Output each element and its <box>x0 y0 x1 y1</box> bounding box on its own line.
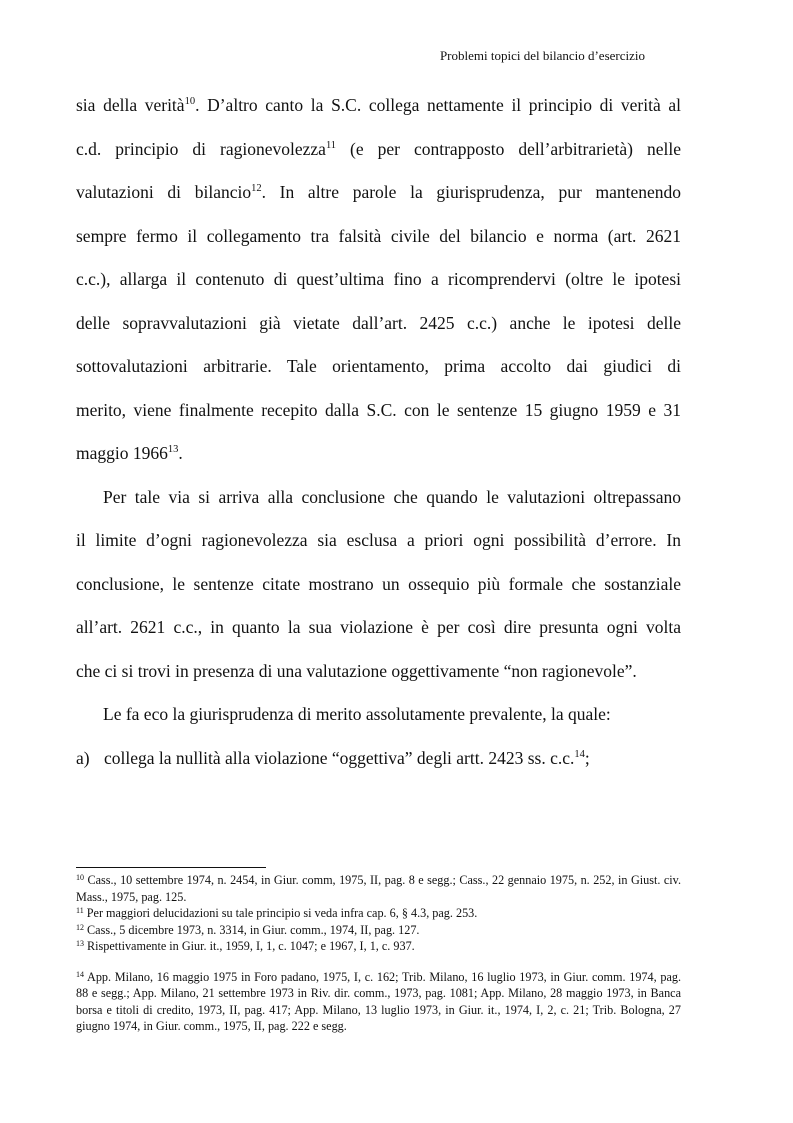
list-marker: a) <box>76 747 90 768</box>
body-line: sempre fermo il collegamento tra falsità civile del bilancio e norma (art. 2621 <box>76 225 681 246</box>
body-line: maggio 1966$^{13}$. <box>76 443 183 463</box>
footnote-ref: 11 <box>325 139 337 151</box>
body-line: c.c.), allarga il contenuto di quest’ultima fino a ricomprendervi (oltre le ipotesi <box>76 269 681 289</box>
body-line: il limite d’ogni ragionevolezza sia esclusa a priori ogni possibilità d’errore. In <box>76 530 681 550</box>
body-text <box>76 84 681 780</box>
footnote: $^{14}$ App. Milano, 16 maggio 1975 in Foro padano, 1975, I, c. 162; Trib. Milano, 16 luglio 1973, in Giur. comm. 1974, pag. 88 e segg.; App. Milano, 21 settembre 1973 in Riv. dir. comm., 1973, pag. 1081; App. Milano, 28 maggio 1973, in Banca borsa e titoli di credito, 1973, II, pag. 417; App. Milano, 13 luglio 1973, in Giur. it., 1974, I, 2, c. 21; Trib. Bologna, 27 giugno 1974, in Giur. comm., 1975, II, pag. 222 e segg. <box>76 969 681 1033</box>
body-line: che ci si trovi in presenza di una valutazione oggettivamente “non ragionevole”. <box>76 660 637 681</box>
body-line: Per tale via si arriva alla conclusione che quando le valutazioni oltrepassano <box>103 486 681 507</box>
list-item: a) collega la nullità alla violazione “oggettiva” degli artt. 2423 ss. c.c.$^{14}$; <box>76 737 681 781</box>
body-line: conclusione, le sentenze citate mostrano un ossequio più formale che sostanziale <box>76 573 681 594</box>
footnotes <box>76 872 681 1035</box>
body-line: sottovalutazioni arbitrarie. Tale orientamento, prima accolto dai giudici di <box>76 356 681 376</box>
footnote-ref: 12 <box>251 183 262 194</box>
body-line: c.d. principio di ragionevolezza$^{11}$ (e per contrapposto dell’arbitrarietà) nelle <box>76 138 681 159</box>
body-line: sia della verità$^{10}$. D’altro canto la S.C. collega nettamente il principio di verità al <box>76 95 681 115</box>
running-header: Problemi topici del bilancio d’esercizio <box>439 48 645 63</box>
footnote-ref: 13 <box>167 444 179 455</box>
body-line: delle sopravvalutazioni già vietate dall’art. 2425 c.c.) anche le ipotesi delle <box>76 312 681 333</box>
footnote-ref: 10 <box>184 96 196 107</box>
body-line: all’art. 2621 c.c., in quanto la sua violazione è per così dire presunta ogni volta <box>76 617 681 637</box>
footnote: $^{10}$ Cass., 10 settembre 1974, n. 2454, in Giur. comm, 1975, II, pag. 8 e segg.; Cass., 22 gennaio 1975, n. 252, in Giust. civ. Mass., 1975, pag. 125. <box>76 873 682 904</box>
footnote: $^{12}$ Cass., 5 dicembre 1973, n. 3314, in Giur. comm., 1974, II, pag. 127. <box>76 922 420 937</box>
body-line: merito, viene finalmente recepito dalla S.C. con le sentenze 15 giugno 1959 e 31 <box>76 399 681 420</box>
footnote-ref: 14 <box>574 748 585 760</box>
footnote-separator <box>76 867 266 868</box>
footnote: $^{11}$ Per maggiori delucidazioni su tale principio si veda infra cap. 6, § 4.3, pag. 253. <box>76 906 478 920</box>
footnote: $^{13}$ Rispettivamente in Giur. it., 1959, I, 1, c. 1047; e 1967, I, 1, c. 937. <box>76 939 415 953</box>
body-line: valutazioni di bilancio$^{12}$. In altre parole la giurisprudenza, pur mantenendo <box>76 182 681 202</box>
body-line: Le fa eco la giurisprudenza di merito assolutamente prevalente, la quale: <box>103 704 611 724</box>
